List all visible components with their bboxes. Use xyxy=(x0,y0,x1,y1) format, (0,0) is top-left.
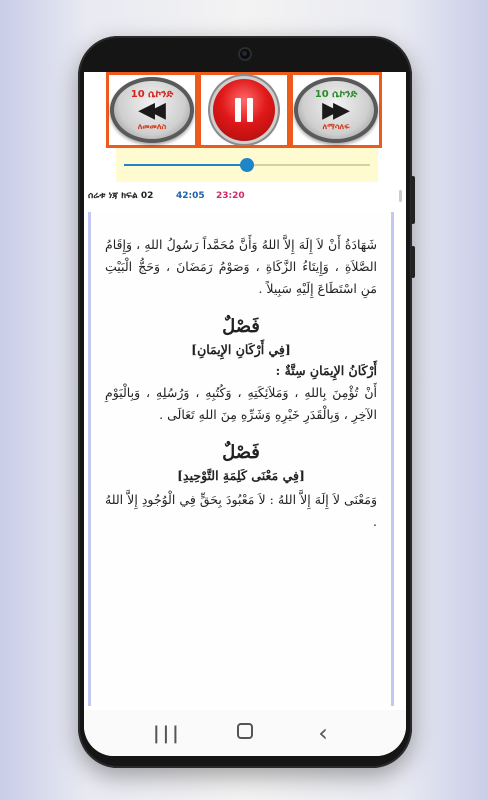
track-title: ሰሬቱ ነጃ ክፍል 02 xyxy=(88,191,154,201)
heading-arkan: أَرْكَانُ الإِيمَانِ سِتَّةٌ : xyxy=(275,363,377,378)
time-elapsed: 42:05 xyxy=(176,191,205,201)
seek-thumb[interactable] xyxy=(240,158,254,172)
section-2-title: فَصْلٌ xyxy=(222,442,260,463)
forward-button-face xyxy=(294,77,378,143)
back-icon[interactable]: ‹ xyxy=(318,719,328,747)
text-reader[interactable] xyxy=(88,212,394,706)
seek-bar-container xyxy=(116,148,378,182)
power-button xyxy=(411,246,415,278)
pause-button[interactable] xyxy=(198,72,290,148)
rewind-label-bottom: ለመመለስ xyxy=(137,121,167,131)
forward-label-bottom: ለማሳለፍ xyxy=(322,121,350,131)
seek-bar[interactable] xyxy=(124,164,370,166)
phone-frame xyxy=(78,36,412,768)
track-info xyxy=(84,184,406,208)
paragraph-1: شَهَادَةُ أَنْ لاَ إِلَهَ إِلاَّ اللهُ وَأَنَّ مُحَمَّداً رَسُولُ اللهِ ، وَإِقَامُ الصَّلاَةِ ، وَإِيتَاءُ الزَّكَاةِ ، وَصَوْمُ رَمَضَانَ ، وَحَجُّ الْبَيْتِ مَنِ اسْتَطَاعَ إِلَيْهِ سَبِيلاً . xyxy=(105,237,377,296)
forward-label-top: 10 ሴኮንድ xyxy=(314,88,358,100)
fast-forward-icon: ▶▶ xyxy=(322,97,344,123)
seek-bar-progress xyxy=(124,164,247,166)
section-2-subtitle: [فِي مَعْنَى كَلِمَةِ التَّوْحِيدِ] xyxy=(177,468,305,483)
volume-button xyxy=(411,176,415,224)
scroll-indicator xyxy=(399,190,402,202)
player-controls xyxy=(106,72,382,148)
home-icon[interactable] xyxy=(231,723,259,744)
rewind-button-face xyxy=(110,77,194,143)
section-1-title: فَصْلٌ xyxy=(222,316,260,337)
rewind-icon: ◀◀ xyxy=(138,97,160,123)
paragraph-2: أَنْ تُؤْمِنَ بِاللهِ ، وَمَلاَئِكَتِهِ ، وَكُتُبِهِ ، وَرُسُلِهِ ، وَبِالْيَوْمِ الآخِرِ ، وَبِالْقَدَرِ خَيْرِهِ وَشَرِّهِ مِنَ اللهِ تَعَالَى . xyxy=(105,385,377,422)
pause-icon xyxy=(213,79,275,141)
section-1-subtitle: [فِي أَرْكَانِ الإِيمَانِ] xyxy=(191,342,291,357)
system-nav-bar xyxy=(84,710,406,756)
time-total: 23:20 xyxy=(216,191,245,201)
front-camera xyxy=(238,47,252,61)
rewind-button[interactable] xyxy=(106,72,198,148)
rewind-label-top: 10 ሴኮንድ xyxy=(130,88,174,100)
app-screen xyxy=(84,72,406,756)
paragraph-3: وَمَعْنَى لاَ إِلَهَ إِلاَّ اللهُ : لاَ مَعْبُودَ بِحَقٍّ فِي الْوُجُودِ إِلاَّ اللهُ . xyxy=(105,492,377,529)
recents-icon[interactable]: ||| xyxy=(153,722,182,744)
forward-button[interactable] xyxy=(290,72,382,148)
